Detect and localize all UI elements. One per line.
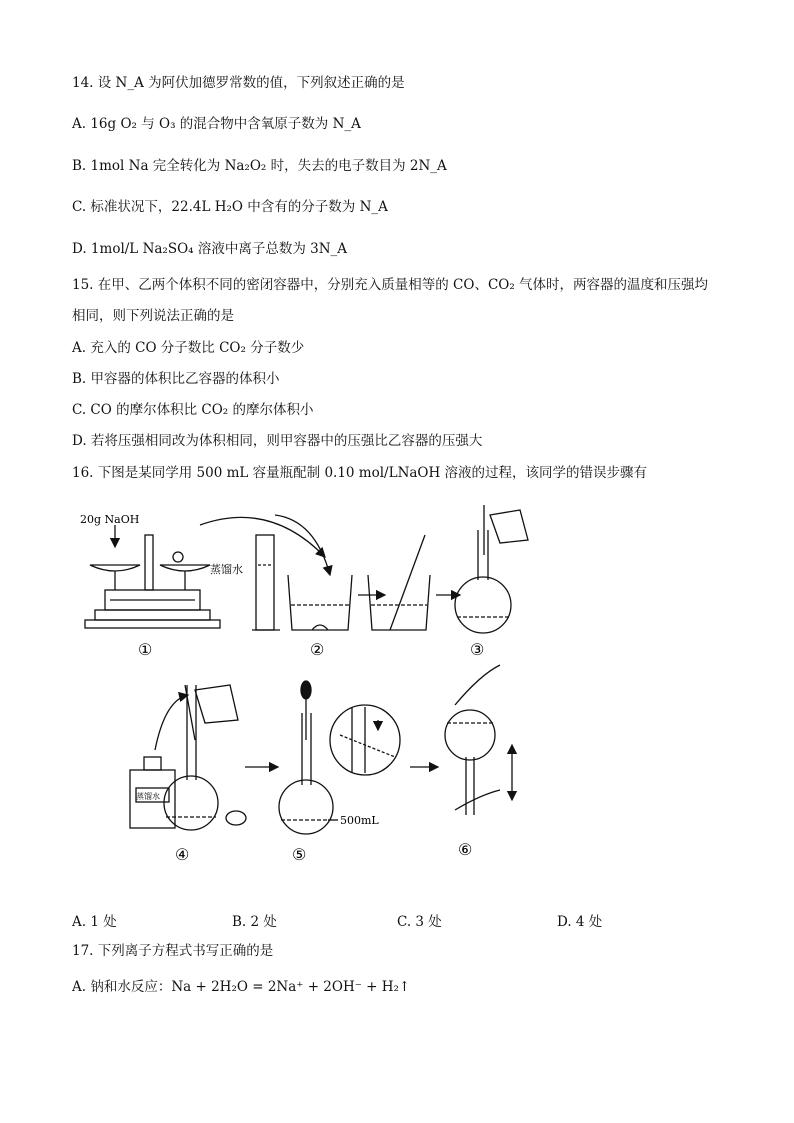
step-4-label: ④ — [175, 845, 190, 864]
eye-level-detail-icon — [330, 705, 400, 775]
q16-option-c: C. 3 处 — [397, 914, 442, 930]
distilled-water-label: 蒸馏水 — [210, 563, 243, 576]
q16-option-b: B. 2 处 — [232, 914, 277, 930]
q15-stem-line1: 15. 在甲、乙两个体积不同的密闭容器中，分别充入质量相等的 CO、CO₂ 气体时，两容器的温度和压强均 — [72, 277, 709, 293]
volume-500ml-label: 500mL — [340, 814, 379, 827]
q16-option-a: A. 1 处 — [72, 914, 117, 930]
q15-option-c: C. CO 的摩尔体积比 CO₂ 的摩尔体积小 — [72, 402, 314, 418]
q16-option-d: D. 4 处 — [557, 914, 603, 930]
q14-option-b: B. 1mol Na 完全转化为 Na₂O₂ 时，失去的电子数目为 2N_A — [72, 158, 447, 174]
q16-stem: 16. 下图是某同学用 500 mL 容量瓶配制 0.10 mol/LNaOH 溶液的过程，该同学的错误步骤有 — [72, 465, 648, 481]
q15-stem-line2: 相同，则下列说法正确的是 — [72, 308, 234, 324]
stirring-beaker-icon — [368, 535, 430, 630]
q14-stem: 14. 设 N_A 为阿伏加德罗常数的值，下列叙述正确的是 — [72, 75, 405, 91]
q14-option-d: D. 1mol/L Na₂SO₄ 溶液中离子总数为 3N_A — [72, 241, 348, 257]
q15-option-b: B. 甲容器的体积比乙容器的体积小 — [72, 371, 280, 387]
measuring-cylinder-icon — [252, 535, 280, 630]
q17-stem: 17. 下列离子方程式书写正确的是 — [72, 943, 274, 959]
dropper-flask-icon — [279, 681, 338, 834]
step-1-label: ① — [138, 640, 153, 659]
q15-option-a: A. 充入的 CO 分子数比 CO₂ 分子数少 — [72, 340, 305, 356]
step-3-label: ③ — [470, 640, 485, 659]
bottle-label: 蒸馏水 — [136, 792, 160, 801]
beaker-icon — [288, 575, 352, 630]
q17-option-a: A. 钠和水反应：Na + 2H₂O = 2Na⁺ + 2OH⁻ + H₂↑ — [72, 979, 411, 995]
q14-option-c: C. 标准状况下，22.4L H₂O 中含有的分子数为 N_A — [72, 199, 388, 215]
volumetric-flask-icon — [164, 685, 246, 830]
step-5-label: ⑤ — [292, 845, 307, 864]
solution-prep-figure — [60, 495, 740, 870]
volumetric-flask-icon — [455, 505, 528, 633]
q14-option-a: A. 16g O₂ 与 O₃ 的混合物中含氧原子数为 N_A — [72, 116, 361, 132]
balance-icon — [85, 525, 220, 628]
q15-option-d: D. 若将压强相同改为体积相同，则甲容器中的压强比乙容器的压强大 — [72, 433, 483, 449]
step-6-label: ⑥ — [458, 840, 473, 859]
inverted-flask-icon — [445, 665, 512, 815]
step-2-label: ② — [310, 640, 325, 659]
naoh-label: 20g NaOH — [80, 513, 140, 526]
